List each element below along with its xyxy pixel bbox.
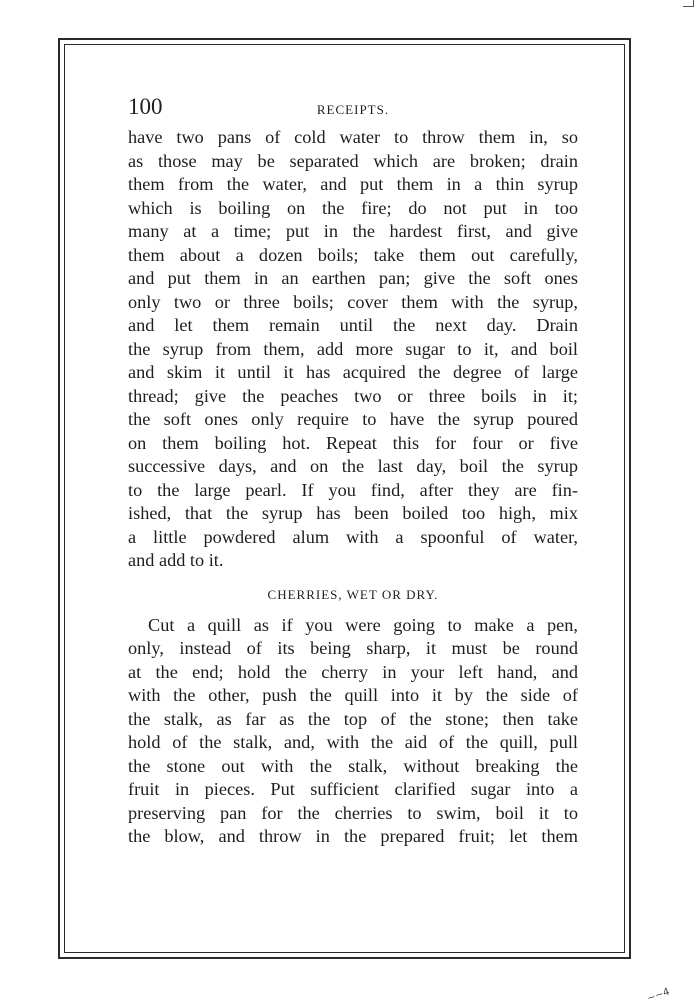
text-line: hold of the stalk, and, with the aid of the quill, pull [128,732,578,752]
text-line: and add to it. [128,550,224,570]
text-line: and let them remain until the next day. Drain [128,315,578,335]
text-line: which is boiling on the fire; do not put in too [128,197,578,218]
text-line: the blow, and throw in the prepared fruit; let them [128,826,578,846]
page-content [128,90,578,849]
text-line: a little powdered alum with a spoonful of water, [128,526,578,547]
running-head [128,90,578,126]
text-line: ished, that the syrup has been boiled too high, mix [128,503,578,523]
text-line: on them boiling hot. Repeat this for four or five [128,432,578,453]
text-line: them about a dozen boils; take them out carefully, [128,244,578,265]
text-line: the soft ones only require to have the syrup poured [128,409,578,429]
text-line: to the large pearl. If you find, after they are fin- [128,479,578,500]
text-line: and put them in an earthen pan; give the soft ones [128,268,578,288]
text-line: with the other, push the quill into it by the side of [128,685,578,705]
text-line: fruit in pieces. Put sufficient clarified sugar into a [128,779,578,799]
printer-mark: ~~4 [645,986,672,1005]
text-line: at the end; hold the cherry in your left hand, and [128,661,578,682]
text-line: have two pans of cold water to throw them in, so [128,127,578,147]
running-title: RECEIPTS. [316,102,390,117]
text-line: many at a time; put in the hardest first, and give [128,221,578,241]
corner-tick-mark [683,0,694,7]
section-title: CHERRIES, WET OR DRY. [267,586,439,602]
text-line: the stone out with the stalk, without breaking the [128,755,578,776]
paragraph-peaches [128,126,578,573]
text-line: and skim it until it has acquired the degree of large [128,362,578,382]
paragraph-cherries [128,614,578,849]
text-line: successive days, and on the last day, boil the syrup [128,456,578,476]
text-line: as those may be separated which are broken; drain [128,150,578,171]
text-line: only two or three boils; cover them with the syrup, [128,291,578,312]
text-line: only, instead of its being sharp, it must be round [128,638,578,658]
text-line: Cut a quill as if you were going to make a pen, [148,614,578,635]
text-line: them from the water, and put them in a thin syrup [128,174,578,194]
text-line: the syrup from them, add more sugar to it, and boil [128,338,578,359]
text-line: preserving pan for the cherries to swim, boil it to [128,802,578,823]
text-line: thread; give the peaches two or three boils in it; [128,385,578,406]
text-line: the stalk, as far as the top of the stone; then take [128,708,578,729]
page-number: 100 [128,94,163,119]
